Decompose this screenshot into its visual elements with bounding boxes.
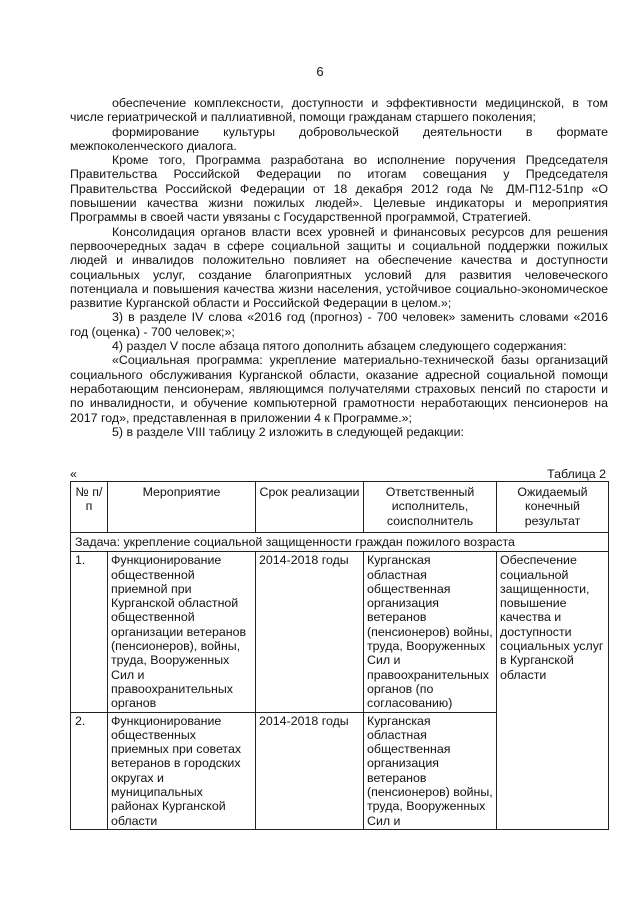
page-number: 6 — [316, 64, 324, 79]
row-executor: Курганская областная общественная организация ветеранов (пенсионеров) войны, труда, Вооруженных Сил и — [364, 712, 497, 829]
row-number: 1. — [71, 552, 108, 712]
row-result: Обеспечение социальной защищенности, повышение качества и доступности социальных услуг в Курганской области — [497, 552, 609, 830]
table-row — [71, 552, 609, 712]
paragraph: 4) раздел V после абзаца пятого дополнить абзацем следующего содержания: — [112, 339, 567, 354]
header-result: Ожидаемый конечный результат — [497, 482, 609, 533]
table-caption: Таблица 2 — [547, 467, 606, 481]
opening-quote: « — [70, 467, 77, 481]
row-executor: Курганская областная общественная организация ветеранов (пенсионеров) войны, труда, Вооруженных Сил и правоохранительных органов (по согласованию) — [364, 552, 497, 712]
paragraph: формирование культуры добровольческой деятельности в формате межпоколенческого диалога. — [70, 124, 608, 153]
header-number: № п/п — [71, 482, 108, 533]
table-2 — [70, 481, 609, 830]
row-period: 2014-2018 годы — [256, 552, 364, 712]
header-event: Мероприятие — [108, 482, 256, 533]
paragraph: «Социальная программа: укрепление материально-технической базы организаций социального обслуживания Курганской области, оказание адресной социальной помощи неработающим пенсионерам, являющимся получателями страховых пенсий по старости и по инвалидности, и обучение компьютерной грамотности неработающих пенсионеров на 2017 год», представленная в приложении 4 к Программе.»; — [70, 353, 608, 425]
paragraph: обеспечение комплексности, доступности и эффективности медицинской, в том числе гериатрической и паллиативной, помощи гражданам старшего поколения; — [70, 96, 608, 125]
task-cell: Задача: укрепление социальной защищенности граждан пожилого возраста — [71, 533, 609, 552]
paragraph: 5) в разделе VIII таблицу 2 изложить в следующей редакции: — [112, 424, 464, 439]
task-row — [71, 533, 609, 552]
row-number: 2. — [71, 712, 108, 829]
header-executor: Ответственный исполнитель, соисполнитель — [364, 482, 497, 533]
row-event: Функционирование общественных приемных при советах ветеранов в городских округах и муниципальных районах Курганской области — [108, 712, 256, 829]
header-period: Срок реализации — [256, 482, 364, 533]
table-header-row — [71, 482, 609, 533]
paragraph: Кроме того, Программа разработана во исполнение поручения Председателя Правительства Российской Федерации по итогам совещания у Председателя Правительства Российской Федерации от 18 декабря 2012 года № ДМ-П12-51пр «О повышении качества жизни пожилых людей». Целевые индикаторы и мероприятия Программы в своей части увязаны с Государственной программой, Стратегией. — [70, 153, 608, 225]
paragraph: 3) в разделе IV слова «2016 год (прогноз) - 700 человек» заменить словами «2016 год (оценка) - 700 человек;»; — [70, 310, 608, 339]
row-event: Функционирование общественной приемной при Курганской областной общественной организации ветеранов (пенсионеров), войны, труда, Вооруженных Сил и правоохранительных органов — [108, 552, 256, 712]
paragraph: Консолидация органов власти всех уровней и финансовых ресурсов для решения первоочередных задач в сфере социальной защиты и социальной поддержки пожилых людей и инвалидов положительно повлияет на обеспечение качества и доступности социальных услуг, создание благоприятных условий для развития человеческого потенциала и повышения качества жизни населения, устойчивое социально-экономическое развитие Курганской области и Российской Федерации в целом.»; — [70, 224, 608, 311]
row-period: 2014-2018 годы — [256, 712, 364, 829]
body-text — [70, 96, 608, 439]
